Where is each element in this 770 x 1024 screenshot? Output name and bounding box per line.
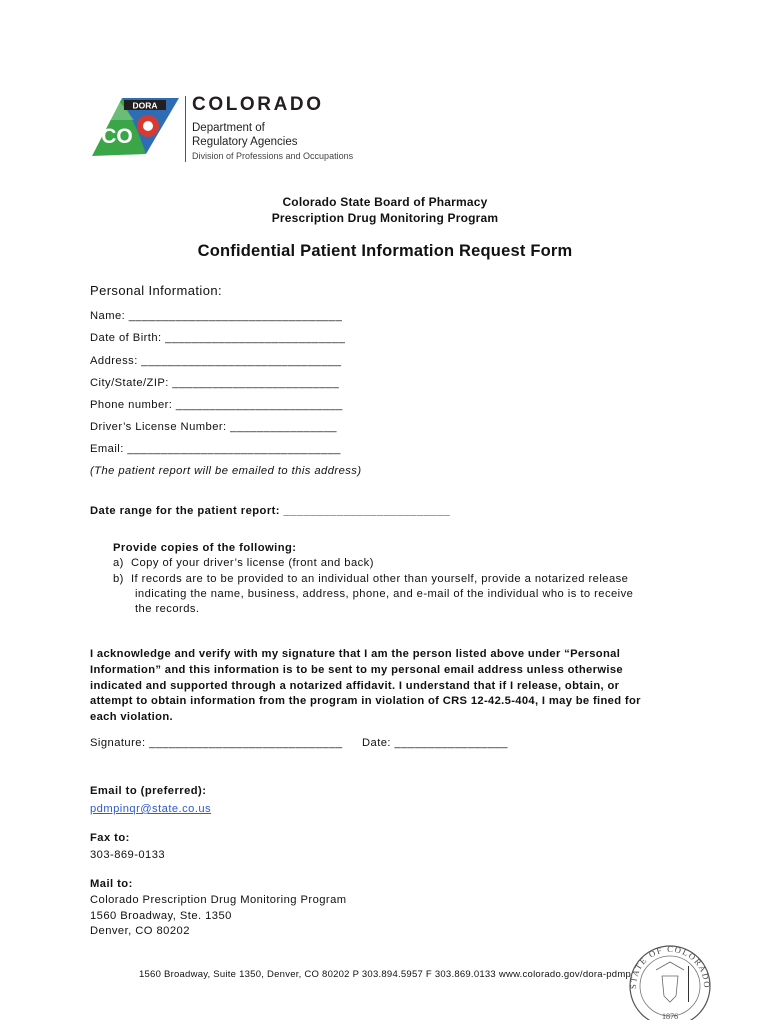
svg-text:1876: 1876 xyxy=(662,1012,678,1020)
logo-division: Division of Professions and Occupations xyxy=(192,151,354,161)
mail-label: Mail to: xyxy=(90,878,133,890)
personal-info-heading: Personal Information: xyxy=(90,283,222,298)
copies-item-b: b) If records are to be provided to an individual other than yourself, provide a notarized release indicating the name, business, address, phone, and e-mail of the individual who is to receive the records. xyxy=(113,573,634,615)
program-name: Prescription Drug Monitoring Program xyxy=(271,211,499,225)
fax-label: Fax to: xyxy=(90,832,130,844)
name-field[interactable]: Name: ________________________________ xyxy=(90,310,343,322)
signature-field[interactable]: Signature: _____________________________ xyxy=(90,737,343,749)
state-seal-icon xyxy=(612,940,720,1020)
svg-text:DORA: DORA xyxy=(132,100,158,111)
dob-field[interactable]: Date of Birth: ___________________________ xyxy=(90,332,346,344)
logo-department: Department of Regulatory Agencies xyxy=(192,122,298,148)
email-field[interactable]: Email: ________________________________ xyxy=(90,443,341,455)
logo-state-name: COLORADO xyxy=(192,94,324,115)
fax-number: 303-869-0133 xyxy=(90,849,166,861)
svg-text:STATE OF COLORADO: STATE OF COLORADO xyxy=(627,943,713,990)
dora-logo xyxy=(84,96,364,166)
acknowledgement-paragraph: I acknowledge and verify with my signature that I am the person listed above under “Personal Information” and this information is to be sent to my personal email address unless otherwise indicated and supported through a notarized affidavit. I understand that if I release, obtain, or attempt to obtain information from the program in violation of CRS 12-42.5-404, I may be fined for each violation. xyxy=(90,648,641,724)
footer-contact: 1560 Broadway, Suite 1350, Denver, CO 80202 P 303.894.5957 F 303.869.0133 www.colorado.gov/dora-pdmp xyxy=(138,969,632,980)
email-link[interactable]: pdmpinqr@state.co.us xyxy=(90,803,212,815)
email-to-label: Email to (preferred): xyxy=(90,785,207,797)
email-note: (The patient report will be emailed to this address) xyxy=(90,465,362,477)
date-field[interactable]: Date: _________________ xyxy=(362,737,508,749)
date-range-field[interactable]: Date range for the patient report: _________________________ xyxy=(90,505,451,517)
drivers-license-field[interactable]: Driver’s License Number: ________________ xyxy=(90,421,337,433)
mail-address: Colorado Prescription Drug Monitoring Program 1560 Broadway, Ste. 1350 Denver, CO 80202 xyxy=(90,894,347,937)
svg-text:CO: CO xyxy=(101,125,133,148)
city-state-zip-field[interactable]: City/State/ZIP: _________________________ xyxy=(90,377,340,389)
colorado-co-icon xyxy=(84,96,184,158)
board-name: Colorado State Board of Pharmacy xyxy=(282,195,488,209)
phone-field[interactable]: Phone number: _________________________ xyxy=(90,399,343,411)
copies-item-a: a) Copy of your driver’s license (front and back) xyxy=(113,557,374,569)
page-title: Confidential Patient Information Request Form xyxy=(197,242,573,260)
copies-heading: Provide copies of the following: xyxy=(113,542,297,554)
address-field[interactable]: Address: ______________________________ xyxy=(90,355,342,367)
